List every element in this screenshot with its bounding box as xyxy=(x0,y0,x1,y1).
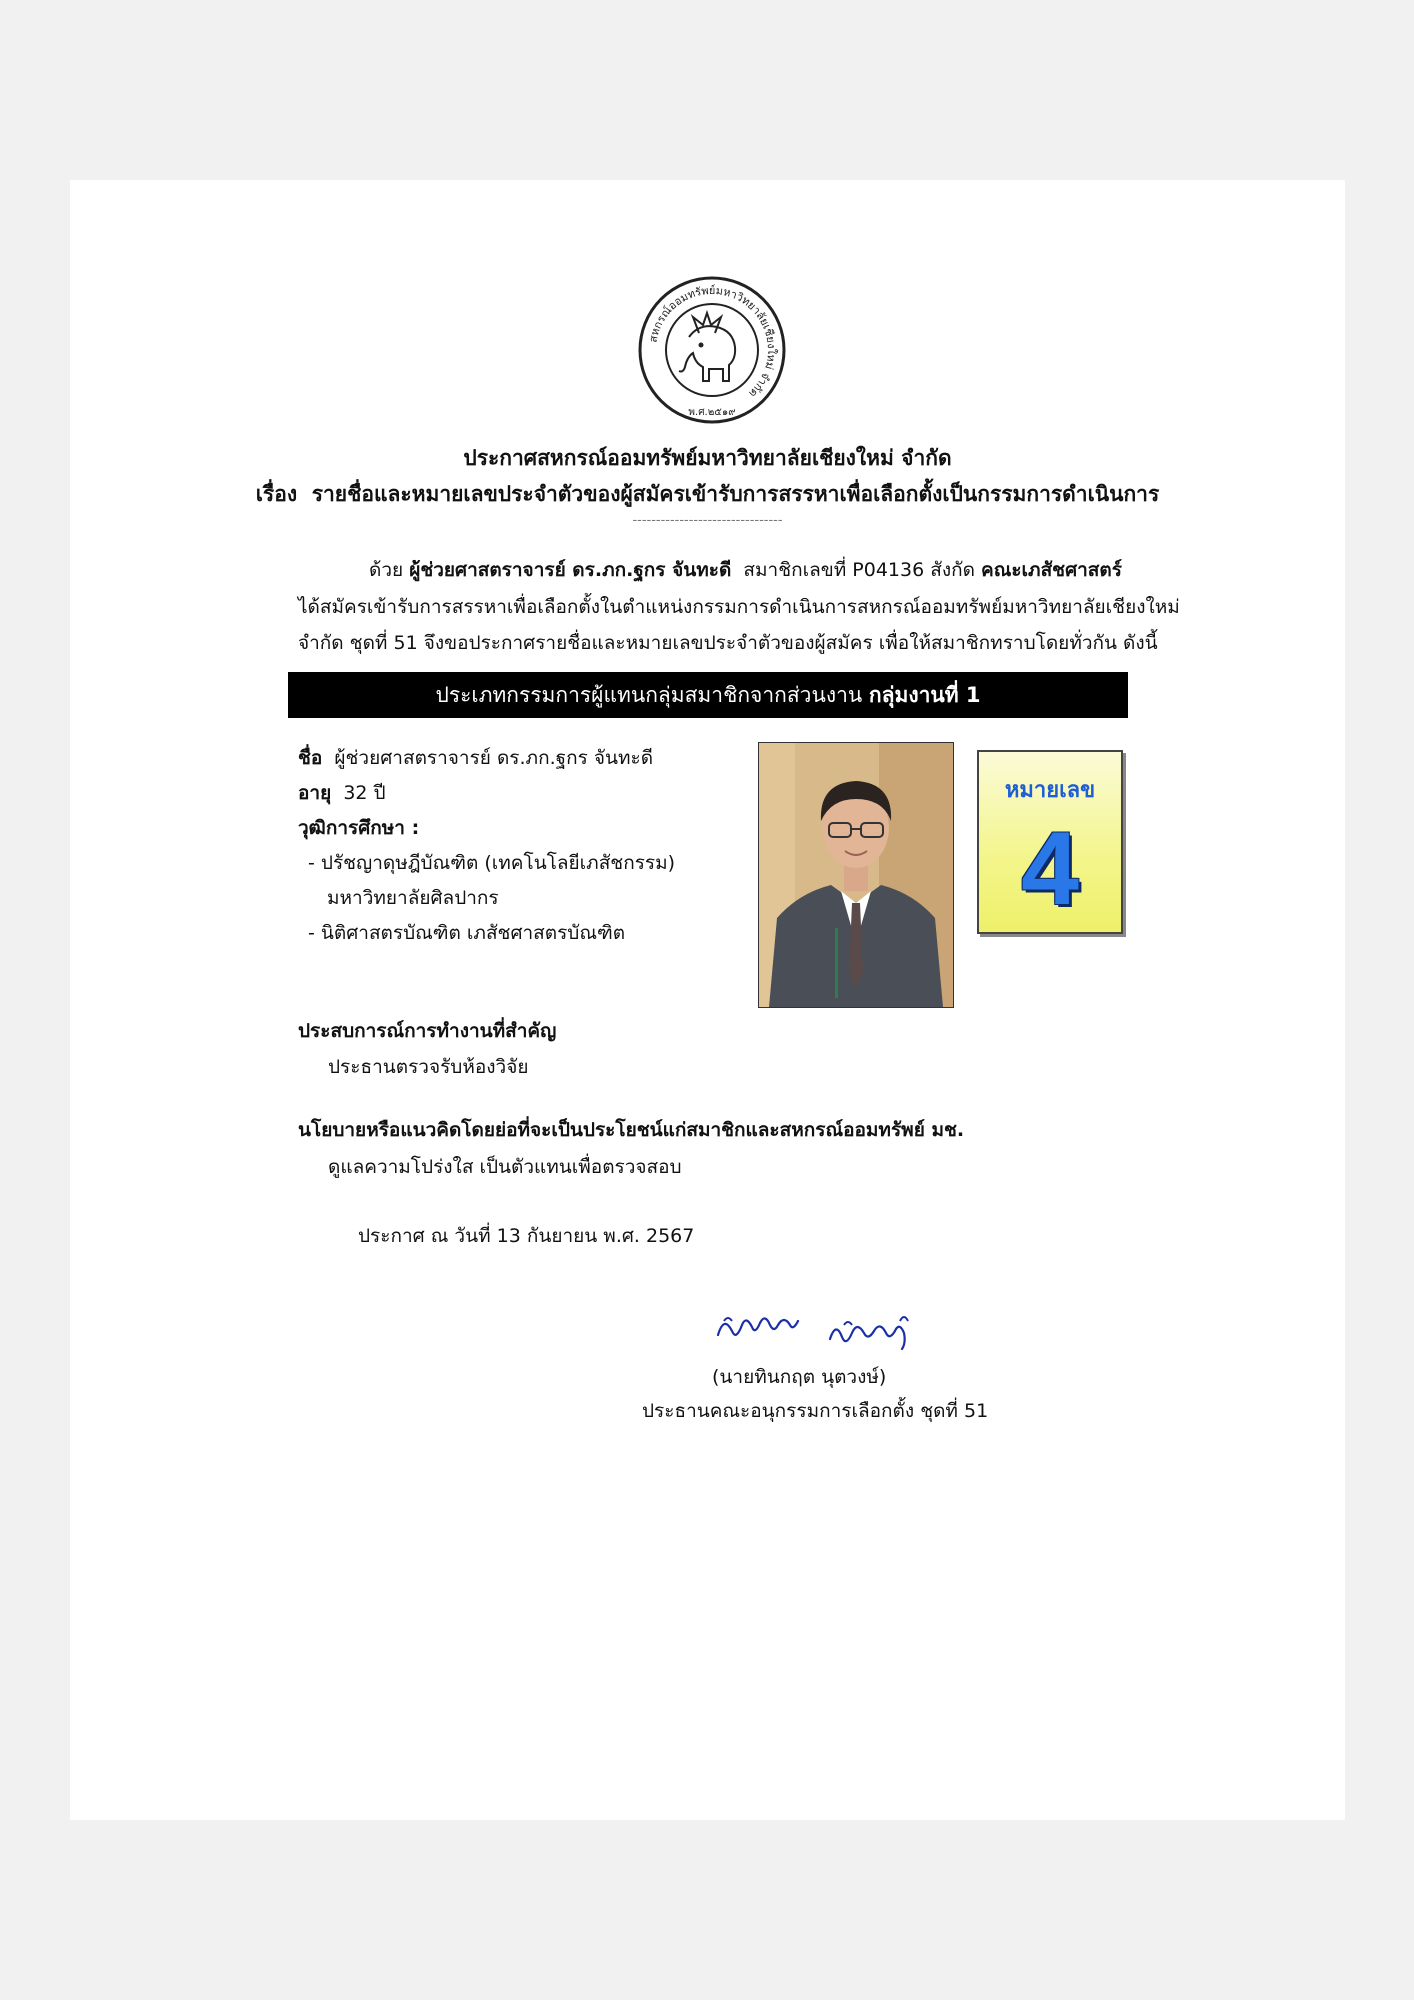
intro-line-2: ได้สมัครเข้ารับการสรรหาเพื่อเลือกตั้งในตำแหน่งกรรมการดำเนินการสหกรณ์ออมทรัพย์มหาวิทยาลัยเชียงใหม่ xyxy=(298,596,1180,618)
elephant-icon xyxy=(679,313,735,381)
experience-text: ประธานตรวจรับห้องวิจัย xyxy=(328,1056,529,1078)
announcement-date: ประกาศ ณ วันที่ 13 กันยายน พ.ศ. 2567 xyxy=(358,1225,695,1247)
policy-text: ดูแลความโปร่งใส เป็นตัวแทนเพื่อตรวจสอบ xyxy=(328,1156,682,1178)
intro-line-1 xyxy=(369,555,1122,585)
education-label: วุฒิการศึกษา : xyxy=(298,817,420,839)
intro-word: ด้วย xyxy=(369,559,404,581)
candidate-age-row xyxy=(298,778,386,808)
experience-label: ประสบการณ์การทำงานที่สำคัญ xyxy=(298,1020,557,1042)
seal-ring-text: สหกรณ์ออมทรัพย์มหาวิทยาลัยเชียงใหม่ จำกัด xyxy=(646,283,779,400)
age-label: อายุ xyxy=(298,782,332,804)
candidate-photo xyxy=(758,742,954,1008)
candidate-name: ผู้ช่วยศาสตราจารย์ ดร.ภก.ฐกร จันทะดี xyxy=(334,747,654,769)
document-page xyxy=(70,180,1345,1820)
seal-year-text: พ.ศ.๒๕๑๙ xyxy=(688,407,736,418)
intro-line-3: จำกัด ชุดที่ 51 จึงขอประกาศรายชื่อและหมายเลขประจำตัวของผู้สมัคร เพื่อให้สมาชิกทราบโดยทั่วกัน ดังนี้ xyxy=(298,632,1158,654)
title-separator: -------------------------------- xyxy=(632,513,783,528)
signer-name: (นายทินกฤต นุตวงษ์) xyxy=(712,1366,887,1388)
signer-position: ประธานคณะอนุกรรมการเลือกตั้ง ชุดที่ 51 xyxy=(642,1400,989,1422)
education-item: - นิติศาสตรบัณฑิต เภสัชศาสตรบัณฑิต xyxy=(308,922,626,944)
category-group: กลุ่มงานที่ 1 xyxy=(868,683,981,707)
name-label: ชื่อ xyxy=(298,747,323,769)
category-bar xyxy=(288,672,1128,718)
number-label: หมายเลข xyxy=(1004,778,1096,803)
subject-prefix: เรื่อง xyxy=(255,482,298,506)
handwritten-signature xyxy=(710,1305,930,1360)
category-label: ประเภทกรรมการผู้แทนกลุ่มสมาชิกจากส่วนงาน xyxy=(435,683,863,707)
education-item: - ปรัชญาดุษฎีบัณฑิต (เทคโนโลยีเภสัชกรรม) xyxy=(308,852,676,874)
cooperative-seal-icon xyxy=(637,275,787,425)
candidate-age: 32 ปี xyxy=(343,782,386,804)
subject-text: รายชื่อและหมายเลขประจำตัวของผู้สมัครเข้ารับการสรรหาเพื่อเลือกตั้งเป็นกรรมการดำเนินการ xyxy=(311,482,1160,506)
announcement-title: ประกาศสหกรณ์ออมทรัพย์มหาวิทยาลัยเชียงใหม่ จำกัด xyxy=(463,446,952,470)
candidate-number-box xyxy=(977,750,1123,934)
candidate-number: 4 xyxy=(1021,811,1079,927)
intro-candidate-name: ผู้ช่วยศาสตราจารย์ ดร.ภก.ฐกร จันทะดี xyxy=(409,559,732,581)
policy-label: นโยบายหรือแนวคิดโดยย่อที่จะเป็นประโยชน์แก่สมาชิกและสหกรณ์ออมทรัพย์ มช. xyxy=(298,1119,965,1141)
announcement-subject xyxy=(70,478,1345,511)
intro-member-label: สมาชิกเลขที่ P04136 สังกัด xyxy=(743,559,975,581)
intro-faculty: คณะเภสัชศาสตร์ xyxy=(981,559,1122,581)
candidate-name-row xyxy=(298,743,653,773)
education-item: มหาวิทยาลัยศิลปากร xyxy=(327,887,499,909)
